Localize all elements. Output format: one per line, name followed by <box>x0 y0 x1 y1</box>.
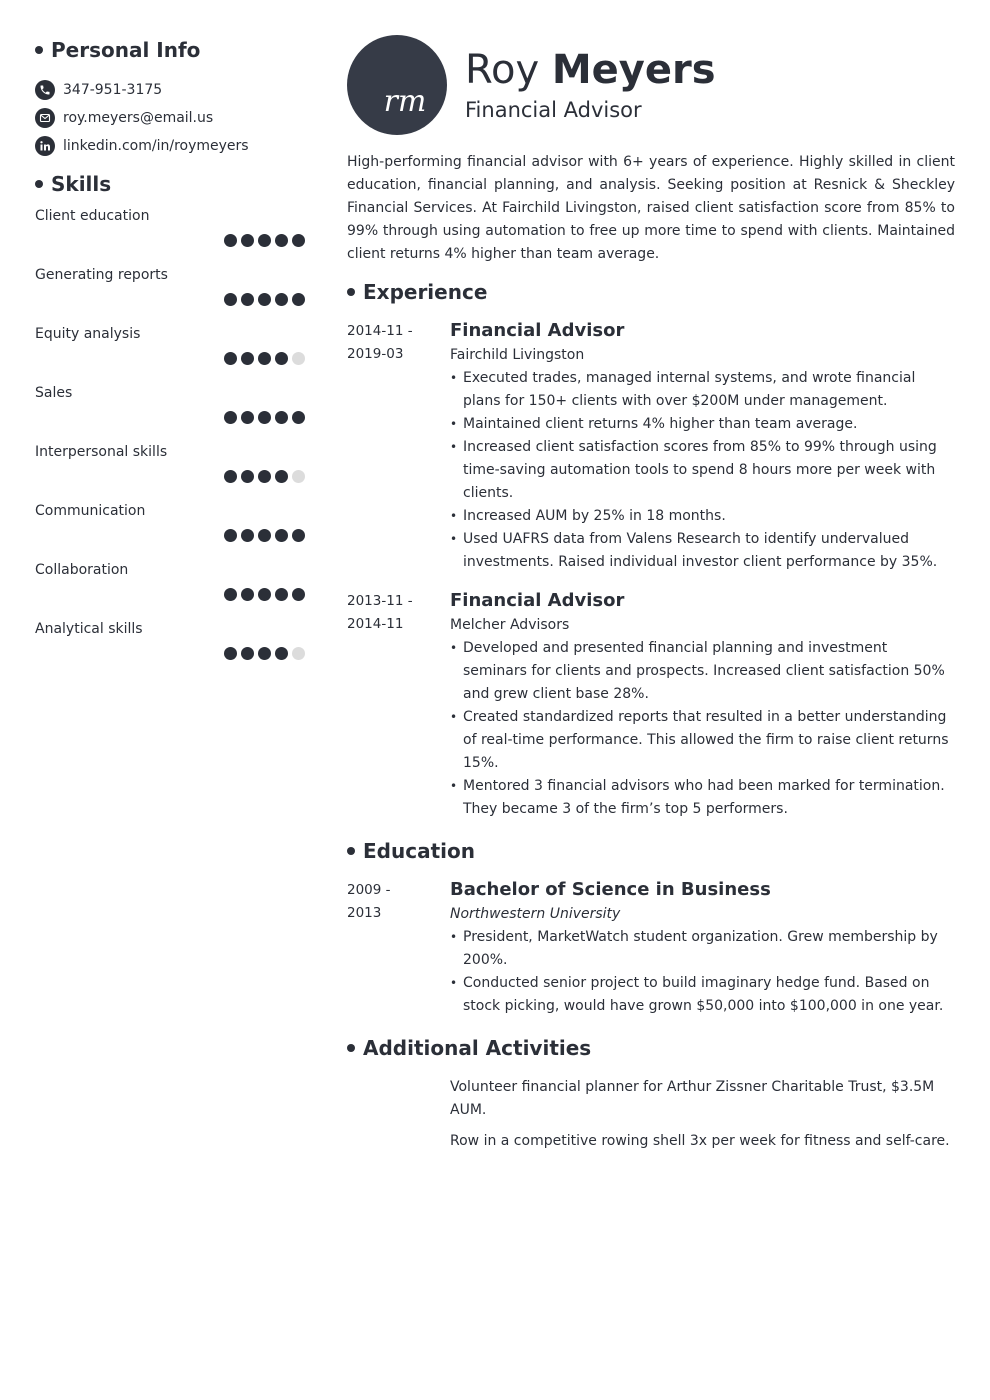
skill-name: Equity analysis <box>35 326 141 342</box>
skills-heading: Skills <box>35 172 310 196</box>
first-name: Roy <box>465 47 540 93</box>
rating-dot-filled <box>275 293 288 306</box>
rating-dot-filled <box>275 470 288 483</box>
entry-dates: 2009 - 2013 <box>347 882 391 921</box>
entry-dates: 2013-11 - 2014-11 <box>347 593 413 632</box>
rating-dot-filled <box>275 647 288 660</box>
list-item: • President, MarketWatch student organization. Grew membership by 200%. <box>450 926 955 972</box>
skill-rating <box>220 352 305 365</box>
full-name <box>465 48 716 92</box>
rating-dot-filled <box>275 588 288 601</box>
rating-dot-filled <box>292 234 305 247</box>
rating-dot-empty <box>292 647 305 660</box>
skills-list <box>35 206 310 678</box>
skill-item <box>35 324 310 383</box>
skill-name: Generating reports <box>35 267 168 283</box>
resume-header <box>347 35 955 135</box>
experience-entry <box>347 588 955 821</box>
education-section <box>347 839 955 1018</box>
skill-rating <box>220 234 305 247</box>
linkedin-text: linkedin.com/in/roymeyers <box>63 138 249 154</box>
rating-dot-filled <box>241 588 254 601</box>
main-content <box>347 35 955 1161</box>
list-item: • Created standardized reports that resulted in a better understanding of real-time performance. This allowed the firm to raise client returns 15%. <box>450 706 955 775</box>
education-heading: Education <box>347 839 955 863</box>
list-item: • Executed trades, managed internal systems, and wrote financial plans for 150+ clients with over $200M under management. <box>450 367 955 413</box>
rating-dot-filled <box>224 293 237 306</box>
experience-heading: Experience <box>347 280 955 304</box>
heading-bullet <box>347 1044 355 1052</box>
skill-item <box>35 442 310 501</box>
rating-dot-filled <box>292 411 305 424</box>
rating-dot-filled <box>224 529 237 542</box>
contact-phone[interactable] <box>35 76 310 104</box>
rating-dot-filled <box>258 293 271 306</box>
rating-dot-filled <box>258 352 271 365</box>
rating-dot-filled <box>241 529 254 542</box>
rating-dot-filled <box>224 588 237 601</box>
skill-item <box>35 619 310 678</box>
rating-dot-filled <box>224 411 237 424</box>
activities-list <box>450 1076 955 1153</box>
activities-heading: Additional Activities <box>347 1036 955 1060</box>
rating-dot-filled <box>241 352 254 365</box>
rating-dot-filled <box>241 293 254 306</box>
rating-dot-filled <box>258 234 271 247</box>
rating-dot-filled <box>224 647 237 660</box>
rating-dot-filled <box>224 352 237 365</box>
skill-item <box>35 383 310 442</box>
rating-dot-filled <box>292 293 305 306</box>
skill-rating <box>220 588 305 601</box>
contact-email[interactable] <box>35 104 310 132</box>
last-name: Meyers <box>551 47 716 93</box>
personal-info-heading: Personal Info <box>35 38 310 62</box>
entry-bullets <box>450 926 955 1018</box>
skill-rating <box>220 647 305 660</box>
rating-dot-empty <box>292 470 305 483</box>
skill-name: Interpersonal skills <box>35 444 168 460</box>
education-entry <box>347 877 955 1018</box>
rating-dot-filled <box>241 234 254 247</box>
rating-dot-filled <box>224 470 237 483</box>
rating-dot-filled <box>241 411 254 424</box>
skill-item <box>35 265 310 324</box>
heading-bullet <box>35 180 43 188</box>
skill-rating <box>220 411 305 424</box>
list-item: • Mentored 3 financial advisors who had been marked for termination. They became 3 of the firm’s top 5 performers. <box>450 775 955 821</box>
rating-dot-empty <box>292 352 305 365</box>
rating-dot-filled <box>275 352 288 365</box>
rating-dot-filled <box>258 411 271 424</box>
activity-item: Row in a competitive rowing shell 3x per week for fitness and self-care. <box>450 1133 950 1149</box>
entry-org: Melcher Advisors <box>450 617 570 633</box>
avatar: rm <box>347 35 447 135</box>
skill-name: Collaboration <box>35 562 129 578</box>
entry-dates: 2014-11 - 2019-03 <box>347 323 413 362</box>
rating-dot-filled <box>258 529 271 542</box>
skill-name: Communication <box>35 503 146 519</box>
entry-role: Financial Advisor <box>450 590 625 611</box>
list-item: • Maintained client returns 4% higher than team average. <box>450 413 955 436</box>
entry-school: Northwestern University <box>450 906 621 922</box>
email-text: roy.meyers@email.us <box>63 110 214 126</box>
entry-bullets <box>450 367 955 574</box>
rating-dot-filled <box>224 234 237 247</box>
entry-role: Financial Advisor <box>450 320 625 341</box>
rating-dot-filled <box>275 411 288 424</box>
entry-degree: Bachelor of Science in Business <box>450 879 771 900</box>
phone-icon <box>35 80 55 100</box>
skill-name: Sales <box>35 385 73 401</box>
rating-dot-filled <box>275 234 288 247</box>
skill-name: Client education <box>35 208 150 224</box>
skill-rating <box>220 529 305 542</box>
skill-item <box>35 206 310 265</box>
experience-section <box>347 280 955 821</box>
rating-dot-filled <box>258 647 271 660</box>
activity-item: Volunteer financial planner for Arthur Zissner Charitable Trust, $3.5M AUM. <box>450 1079 935 1118</box>
contact-list <box>35 76 310 160</box>
rating-dot-filled <box>258 588 271 601</box>
contact-linkedin[interactable] <box>35 132 310 160</box>
phone-text: 347-951-3175 <box>63 82 163 98</box>
sidebar <box>35 38 310 678</box>
email-icon <box>35 108 55 128</box>
heading-bullet <box>347 288 355 296</box>
name-block <box>465 48 716 122</box>
experience-entry <box>347 318 955 574</box>
skill-rating <box>220 470 305 483</box>
summary: High-performing financial advisor with 6+ years of experience. Highly skilled in client education, financial planning, and analysis. Seeking position at Resnick & Sheckley Financial Services. At Fairchild Livingston, raised client satisfaction score from 85% to 99% through using automation to free up more time to spend with clients. Maintained client returns 4% higher than team average. <box>347 154 955 262</box>
list-item: • Increased AUM by 25% in 18 months. <box>450 505 955 528</box>
list-item: • Increased client satisfaction scores from 85% to 99% through using time-saving automation tools to spend 8 hours more per week with clients. <box>450 436 955 505</box>
activities-section <box>347 1036 955 1153</box>
rating-dot-filled <box>258 470 271 483</box>
entry-bullets <box>450 637 955 821</box>
list-item: • Used UAFRS data from Valens Research to identify undervalued investments. Raised individual investor client performance by 35%. <box>450 528 955 574</box>
skill-item <box>35 560 310 619</box>
job-title: Financial Advisor <box>465 98 642 122</box>
linkedin-icon <box>35 136 55 156</box>
skill-rating <box>220 293 305 306</box>
list-item: • Developed and presented financial planning and investment seminars for clients and prospects. Increased client satisfaction 50% and grew client base 28%. <box>450 637 955 706</box>
list-item: • Conducted senior project to build imaginary hedge fund. Based on stock picking, would have grown $50,000 into $100,000 in one year. <box>450 972 955 1018</box>
skill-item <box>35 501 310 560</box>
rating-dot-filled <box>292 588 305 601</box>
rating-dot-filled <box>241 647 254 660</box>
skill-name: Analytical skills <box>35 621 143 637</box>
heading-bullet <box>35 46 43 54</box>
rating-dot-filled <box>241 470 254 483</box>
rating-dot-filled <box>292 529 305 542</box>
entry-org: Fairchild Livingston <box>450 347 585 363</box>
rating-dot-filled <box>275 529 288 542</box>
heading-bullet <box>347 847 355 855</box>
